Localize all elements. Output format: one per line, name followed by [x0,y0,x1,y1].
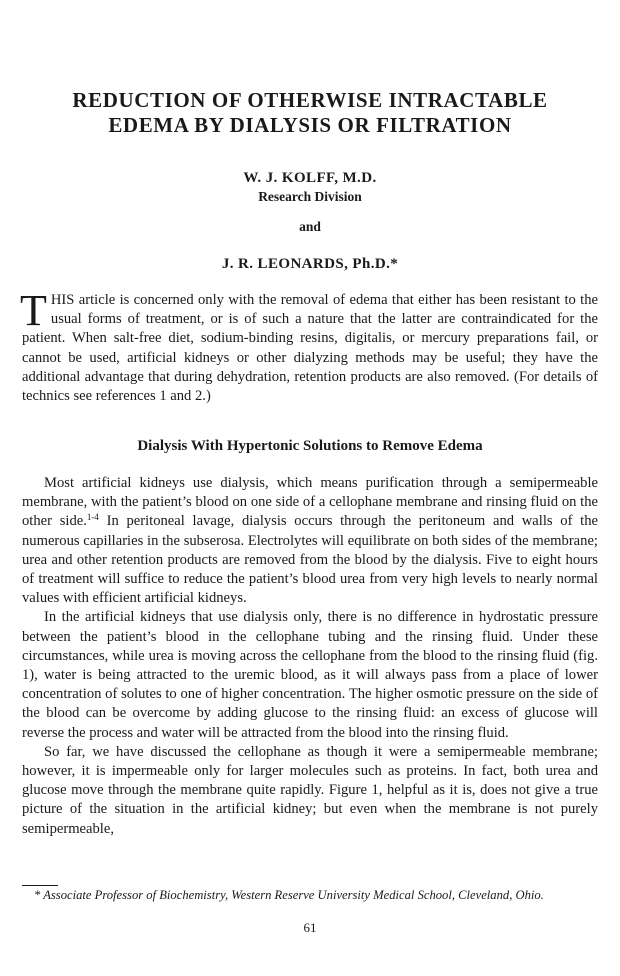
paragraph-1 [22,474,598,608]
footnote-rule [22,885,58,886]
page-number: 61 [303,920,317,935]
article-title [0,88,620,138]
paragraph-3: So far, we have discussed the cellophane as though it were a semipermeable membrane; however, it is impermeable only for larger molecules such as proteins. In fact, both urea and glucose move through the membrane quite rapidly. Figure 1, helpful as it is, does not give a true picture of the situation in the artificial kidney; but even when the membrane is not purely semipermeable, [22,743,598,837]
title-line-1: REDUCTION OF OTHERWISE INTRACTABLE [72,88,548,112]
author-1-block [0,170,620,205]
drop-cap: T [20,286,47,335]
paragraph-1-text-a: Most artificial kidneys use dialysis, which means purification through a semipermeable membrane, with the patient’s blood on one side of a cellophane membrane and rinsing fluid on the other side. [22,475,598,530]
paragraph-2: In the artificial kidneys that use dialysis only, there is no difference in hydrostatic pressure between the patient’s blood in the cellophane tubing and the rinsing fluid. Under these circumstances, while urea is moving across the cellophane from the blood to the rinsing fluid (fig. 1), water is being attracted to the uremic blood, as it will always pass from a place of lower concentration of solutes to one of higher concentration. The higher osmotic pressure on the side of the blood can be overcome by adding glucose to the rinsing fluid: an excess of glucose will reverse the process and water will be attracted from the blood into the rinsing fluid. [22,609,598,741]
intro-paragraph-block [20,286,598,406]
intro-text: HIS article is concerned only with the removal of edema that either has been resistant to the usual forms of treatment, or is of such a nature that the latter are contraindicated for the patient. When salt-free diet, sodium-binding resins, digitalis, or mercury preparations fail, or cannot be used, artificial kidneys or other dialyzing methods may be useful; they have the additional advantage that during dehydration, retention products are also removed. (For details of technics see references 1 and 2.) [22,292,598,405]
footnote: * Associate Professor of Biochemistry, Western Reserve University Medical School, Cleveland, Ohio. [34,888,544,902]
intro-paragraph [20,286,598,406]
paragraph-1-text-b: In peritoneal lavage, dialysis occurs through the peritoneum and walls of the numerous capillaries in the subserosa. Electrolytes will equilibrate on both sides of the membrane; urea and other retention products are removed from the blood by the dialysis. Five to eight hours of treatment will suffice to reduce the patient’s blood urea from very high levels to nearly normal values with efficient artificial kidneys. [22,513,599,607]
main-body [22,474,598,839]
reference-superscript: 1-4 [86,512,99,523]
author-1-affiliation: Research Division [258,189,362,204]
section-heading: Dialysis With Hypertonic Solutions to Remove Edema [137,438,483,454]
author-1-name: W. J. KOLFF, M.D. [243,170,377,186]
title-line-2: EDEMA BY DIALYSIS OR FILTRATION [108,113,512,137]
author-2-name: J. R. LEONARDS, Ph.D.* [221,256,399,272]
author-connector: and [299,219,321,234]
author-2-block [0,256,620,273]
